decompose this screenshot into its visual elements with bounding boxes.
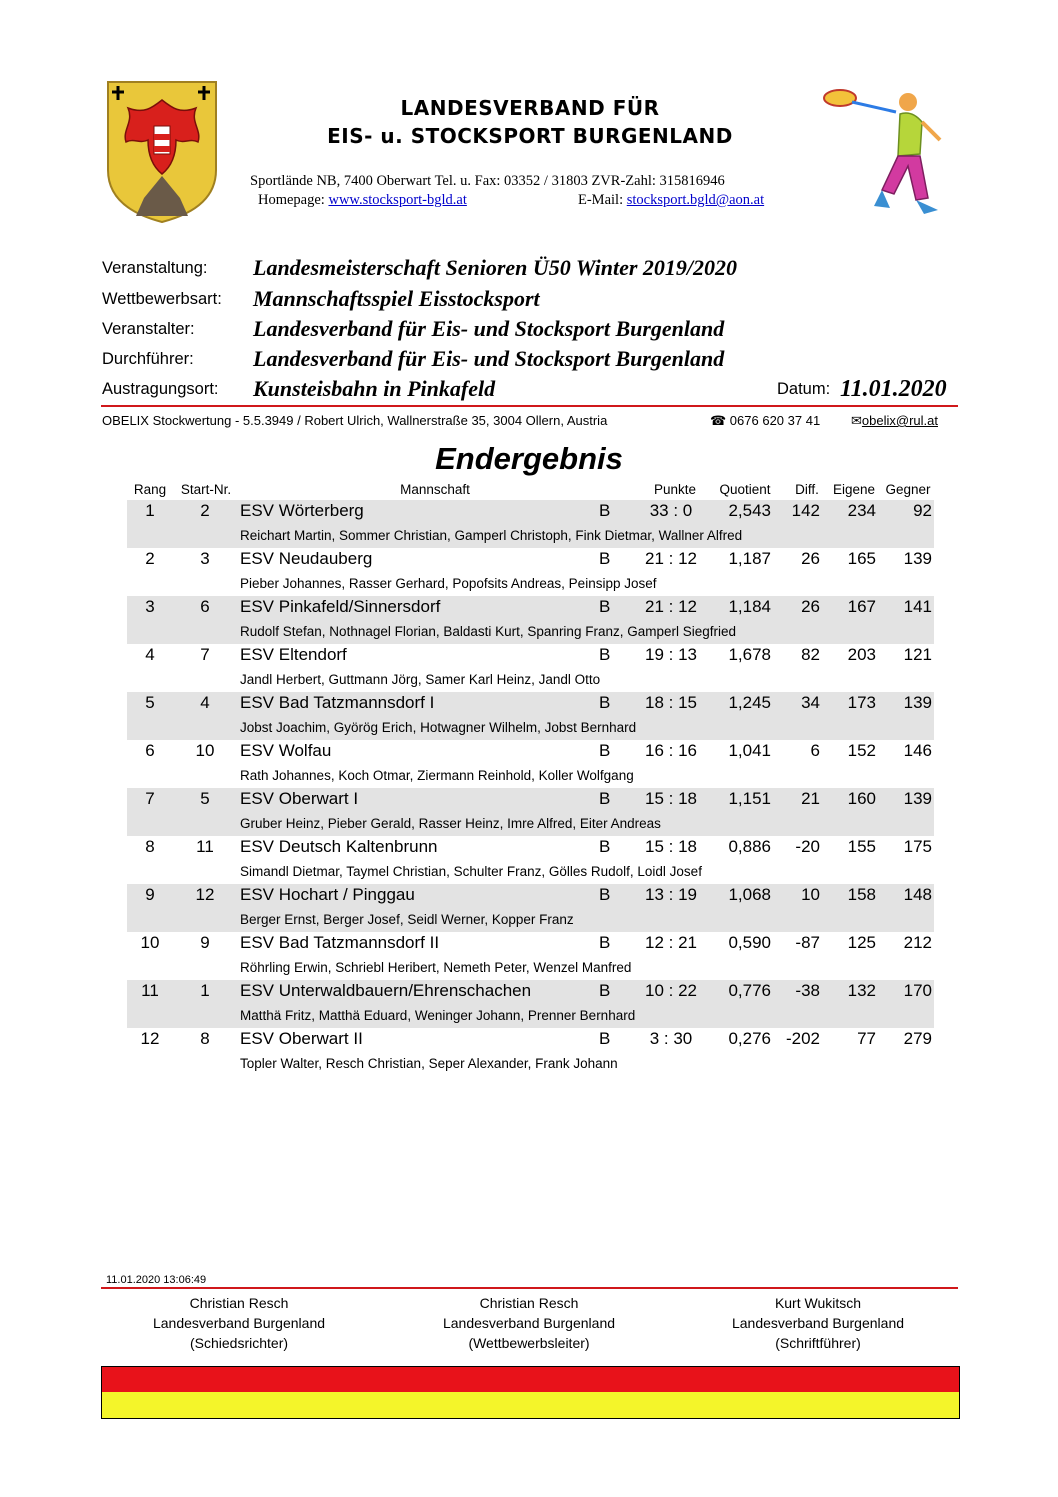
divider-top [101, 405, 958, 407]
cell-quotient: 1,245 [728, 693, 771, 712]
cell-eigene: 158 [847, 885, 876, 904]
cell-diff: 26 [801, 549, 820, 568]
cell-klasse: B [599, 981, 611, 1000]
flag-yellow-stripe [102, 1392, 959, 1418]
cell-rang: 5 [145, 693, 155, 712]
table-row [127, 884, 934, 932]
cell-start: 6 [200, 597, 210, 616]
cell-eigene: 155 [847, 837, 876, 856]
signature-name: Christian Resch [479, 1295, 579, 1311]
cell-quotient: 1,151 [728, 789, 771, 808]
cell-punkte: 13 : 19 [645, 885, 697, 904]
cell-punkte: 33 : 0 [649, 501, 693, 520]
cell-punkte: 19 : 13 [645, 645, 697, 664]
cell-rang: 10 [140, 933, 160, 952]
cell-punkte: 12 : 21 [645, 933, 697, 952]
cell-punkte: 15 : 18 [645, 837, 697, 856]
cell-members: Topler Walter, Resch Christian, Seper Alexander, Frank Johann [240, 1056, 618, 1071]
cell-diff: 6 [810, 741, 820, 760]
cell-start: 5 [200, 789, 210, 808]
cell-gegner: 170 [903, 981, 932, 1000]
cell-start: 10 [195, 741, 215, 760]
cell-punkte: 18 : 15 [645, 693, 697, 712]
homepage-line [258, 192, 467, 209]
col-header-punkte: Punkte [653, 482, 697, 497]
cell-klasse: B [599, 933, 611, 952]
cell-quotient: 1,187 [728, 549, 771, 568]
cell-quotient: 0,276 [728, 1029, 771, 1048]
cell-eigene: 152 [847, 741, 876, 760]
cell-klasse: B [599, 837, 611, 856]
signature-role: (Schiedsrichter) [189, 1335, 289, 1351]
cell-quotient: 0,590 [728, 933, 771, 952]
cell-rang: 4 [145, 645, 155, 664]
cell-quotient: 2,543 [728, 501, 771, 520]
table-row [127, 980, 934, 1028]
cell-diff: 82 [801, 645, 820, 664]
table-row [127, 500, 934, 548]
col-header-rang: Rang [133, 482, 167, 497]
cell-rang: 6 [145, 741, 155, 760]
veranstalter-label: Veranstalter: [102, 320, 195, 338]
col-header-diff: Diff. [795, 482, 819, 497]
cell-rang: 11 [141, 981, 159, 1000]
cell-members: Rath Johannes, Koch Otmar, Ziermann Reinhold, Koller Wolfgang [240, 768, 634, 783]
email-link[interactable]: stocksport.bgld@aon.at [626, 192, 765, 208]
cell-members: Jandl Herbert, Guttmann Jörg, Samer Karl Heinz, Jandl Otto [240, 672, 601, 687]
col-header-start: Start-Nr. [180, 482, 232, 497]
cell-gegner: 139 [903, 789, 932, 808]
col-header-mannschaft: Mannschaft [400, 482, 470, 497]
signature-org: Landesverband Burgenland [152, 1315, 326, 1331]
cell-quotient: 1,068 [728, 885, 771, 904]
cell-start: 11 [196, 837, 214, 856]
datum-value: 11.01.2020 [840, 376, 947, 402]
cell-klasse: B [599, 597, 611, 616]
cell-klasse: B [599, 789, 611, 808]
signature-role: (Schriftführer) [775, 1335, 861, 1351]
cell-klasse: B [599, 693, 611, 712]
cell-members: Röhrling Erwin, Schriebl Heribert, Nemeth Peter, Wenzel Manfred [240, 960, 632, 975]
cell-punkte: 21 : 12 [645, 549, 697, 568]
cell-rang: 12 [140, 1029, 160, 1048]
col-header-eigene: Eigene [832, 482, 876, 497]
signature-role: (Wettbewerbsleiter) [468, 1335, 590, 1351]
table-row [127, 692, 934, 740]
cell-eigene: 165 [847, 549, 876, 568]
table-row [127, 788, 934, 836]
homepage-link[interactable]: www.stocksport-bgld.at [328, 192, 467, 208]
signature-name: Kurt Wukitsch [774, 1295, 862, 1311]
cell-team: ESV Oberwart I [240, 789, 359, 808]
wettbewerbsart-value: Mannschaftsspiel Eisstocksport [253, 286, 540, 311]
cell-eigene: 167 [847, 597, 876, 616]
cell-members: Reichart Martin, Sommer Christian, Gamperl Christoph, Fink Dietmar, Wallner Alfred [240, 528, 743, 543]
cell-rang: 9 [145, 885, 155, 904]
cell-team: ESV Eltendorf [240, 645, 347, 664]
cell-quotient: 0,776 [728, 981, 771, 1000]
cell-eigene: 234 [847, 501, 876, 520]
cell-gegner: 146 [903, 741, 932, 760]
homepage-label: Homepage: [258, 192, 325, 208]
cell-eigene: 160 [847, 789, 876, 808]
veranstalter-value: Landesverband für Eis- und Stocksport Burgenland [253, 316, 725, 341]
cell-diff: 10 [801, 885, 820, 904]
cell-members: Pieber Johannes, Rasser Gerhard, Popofsits Andreas, Peinsipp Josef [240, 576, 657, 591]
cell-diff: -87 [795, 933, 820, 952]
software-email-link[interactable]: obelix@rul.at [861, 413, 938, 428]
software-email-line [851, 413, 938, 429]
cell-team: ESV Wolfau [240, 741, 332, 760]
cell-klasse: B [599, 501, 611, 520]
cell-quotient: 0,886 [728, 837, 771, 856]
cell-team: ESV Bad Tatzmannsdorf II [240, 933, 440, 952]
cell-klasse: B [599, 885, 611, 904]
cell-gegner: 92 [913, 501, 932, 520]
cell-klasse: B [599, 549, 611, 568]
cell-start: 8 [200, 1029, 210, 1048]
wettbewerbsart-label: Wettbewerbsart: [102, 290, 222, 308]
cell-quotient: 1,041 [728, 741, 771, 760]
org-title-line2: EIS- u. STOCKSPORT BURGENLAND [327, 124, 733, 148]
org-address: Sportlände NB, 7400 Oberwart Tel. u. Fax: 03352 / 31803 ZVR-Zahl: 315816946 [250, 173, 725, 189]
table-row [127, 740, 934, 788]
cell-start: 3 [200, 549, 210, 568]
cell-start: 12 [195, 885, 215, 904]
results-title: Endergebnis [435, 441, 623, 476]
table-row [127, 596, 934, 644]
cell-klasse: B [599, 1029, 611, 1048]
col-header-quotient: Quotient [719, 482, 771, 497]
cell-team: ESV Pinkafeld/Sinnersdorf [240, 597, 441, 616]
cell-start: 9 [200, 933, 210, 952]
cell-punkte: 15 : 18 [645, 789, 697, 808]
signature-block-2 [399, 1293, 659, 1353]
cell-diff: -202 [785, 1029, 820, 1048]
software-credit: OBELIX Stockwertung - 5.5.3949 / Robert Ulrich, Wallnerstraße 35, 3004 Ollern, Austria [102, 413, 608, 428]
durchfuehrer-label: Durchführer: [102, 350, 194, 368]
ort-value: Kunsteisbahn in Pinkafeld [253, 376, 496, 401]
burgenland-flag [101, 1366, 960, 1419]
veranstaltung-label: Veranstaltung: [102, 259, 208, 277]
cell-diff: 21 [801, 789, 820, 808]
signature-name: Christian Resch [189, 1295, 289, 1311]
table-row [127, 644, 934, 692]
cell-members: Simandl Dietmar, Taymel Christian, Schulter Franz, Gölles Rudolf, Loidl Josef [240, 864, 702, 879]
cell-members: Matthä Fritz, Matthä Eduard, Weninger Johann, Prenner Bernhard [240, 1008, 636, 1023]
cell-gegner: 212 [903, 933, 932, 952]
cell-team: ESV Bad Tatzmannsdorf I [240, 693, 435, 712]
cell-klasse: B [599, 741, 611, 760]
durchfuehrer-value: Landesverband für Eis- und Stocksport Burgenland [253, 346, 725, 371]
cell-start: 1 [200, 981, 210, 1000]
flag-red-stripe [102, 1367, 959, 1392]
cell-members: Rudolf Stefan, Nothnagel Florian, Baldasti Kurt, Spanring Franz, Gamperl Siegfried [240, 624, 737, 639]
signature-org: Landesverband Burgenland [731, 1315, 905, 1331]
cell-members: Berger Ernst, Berger Josef, Seidl Werner, Kopper Franz [240, 912, 574, 927]
cell-gegner: 148 [903, 885, 932, 904]
cell-quotient: 1,678 [728, 645, 771, 664]
cell-team: ESV Neudauberg [240, 549, 373, 568]
cell-eigene: 125 [847, 933, 876, 952]
divider-bottom [101, 1287, 958, 1289]
cell-team: ESV Deutsch Kaltenbrunn [240, 837, 438, 856]
cell-diff: -38 [795, 981, 820, 1000]
coat-of-arms-icon [104, 78, 220, 224]
cell-eigene: 132 [847, 981, 876, 1000]
cell-members: Jobst Joachim, Györög Erich, Hotwagner Wilhelm, Jobst Bernhard [240, 720, 637, 735]
email-label: E-Mail: [578, 192, 624, 208]
cell-start: 2 [200, 501, 210, 520]
cell-gegner: 175 [903, 837, 932, 856]
cell-klasse: B [599, 645, 611, 664]
table-row [127, 836, 934, 884]
cell-team: ESV Oberwart II [240, 1029, 363, 1048]
cell-gegner: 139 [903, 549, 932, 568]
signature-block-3 [688, 1293, 948, 1353]
ort-label: Austragungsort: [102, 380, 219, 398]
org-title-line1: LANDESVERBAND FÜR [400, 96, 660, 120]
cell-punkte: 3 : 30 [649, 1029, 693, 1048]
cell-team: ESV Hochart / Pinggau [240, 885, 415, 904]
cell-eigene: 173 [847, 693, 876, 712]
signature-block-1 [109, 1293, 369, 1353]
cell-punkte: 16 : 16 [645, 741, 697, 760]
table-row [127, 548, 934, 596]
cell-punkte: 21 : 12 [645, 597, 697, 616]
veranstaltung-value: Landesmeisterschaft Senioren Ü50 Winter 2019/2020 [253, 255, 738, 280]
signature-org: Landesverband Burgenland [442, 1315, 616, 1331]
email-line [578, 192, 764, 209]
cell-diff: -20 [795, 837, 820, 856]
table-row [127, 1028, 934, 1076]
cell-punkte: 10 : 22 [645, 981, 697, 1000]
table-row [127, 932, 934, 980]
cell-rang: 8 [145, 837, 155, 856]
cell-diff: 142 [791, 501, 820, 520]
cell-gegner: 139 [903, 693, 932, 712]
cell-start: 4 [200, 693, 210, 712]
cell-eigene: 77 [857, 1029, 876, 1048]
cell-diff: 34 [801, 693, 820, 712]
cell-team: ESV Wörterberg [240, 501, 364, 520]
cell-members: Gruber Heinz, Pieber Gerald, Rasser Heinz, Imre Alfred, Eiter Andreas [240, 816, 661, 831]
cell-start: 7 [200, 645, 210, 664]
cell-gegner: 121 [903, 645, 932, 664]
cell-rang: 1 [145, 501, 155, 520]
cell-rang: 3 [145, 597, 155, 616]
envelope-icon: ✉ [851, 413, 862, 428]
datum-label: Datum: [777, 380, 831, 398]
software-phone: ☎ 0676 620 37 41 [710, 413, 821, 428]
cell-gegner: 279 [903, 1029, 932, 1048]
cell-rang: 7 [145, 789, 155, 808]
stock-player-icon [812, 82, 954, 218]
col-header-gegner: Gegner [885, 482, 931, 497]
print-timestamp: 11.01.2020 13:06:49 [106, 1274, 207, 1286]
cell-diff: 26 [801, 597, 820, 616]
cell-eigene: 203 [847, 645, 876, 664]
cell-gegner: 141 [903, 597, 932, 616]
cell-team: ESV Unterwaldbauern/Ehrenschachen [240, 981, 532, 1000]
cell-quotient: 1,184 [728, 597, 771, 616]
cell-rang: 2 [145, 549, 155, 568]
